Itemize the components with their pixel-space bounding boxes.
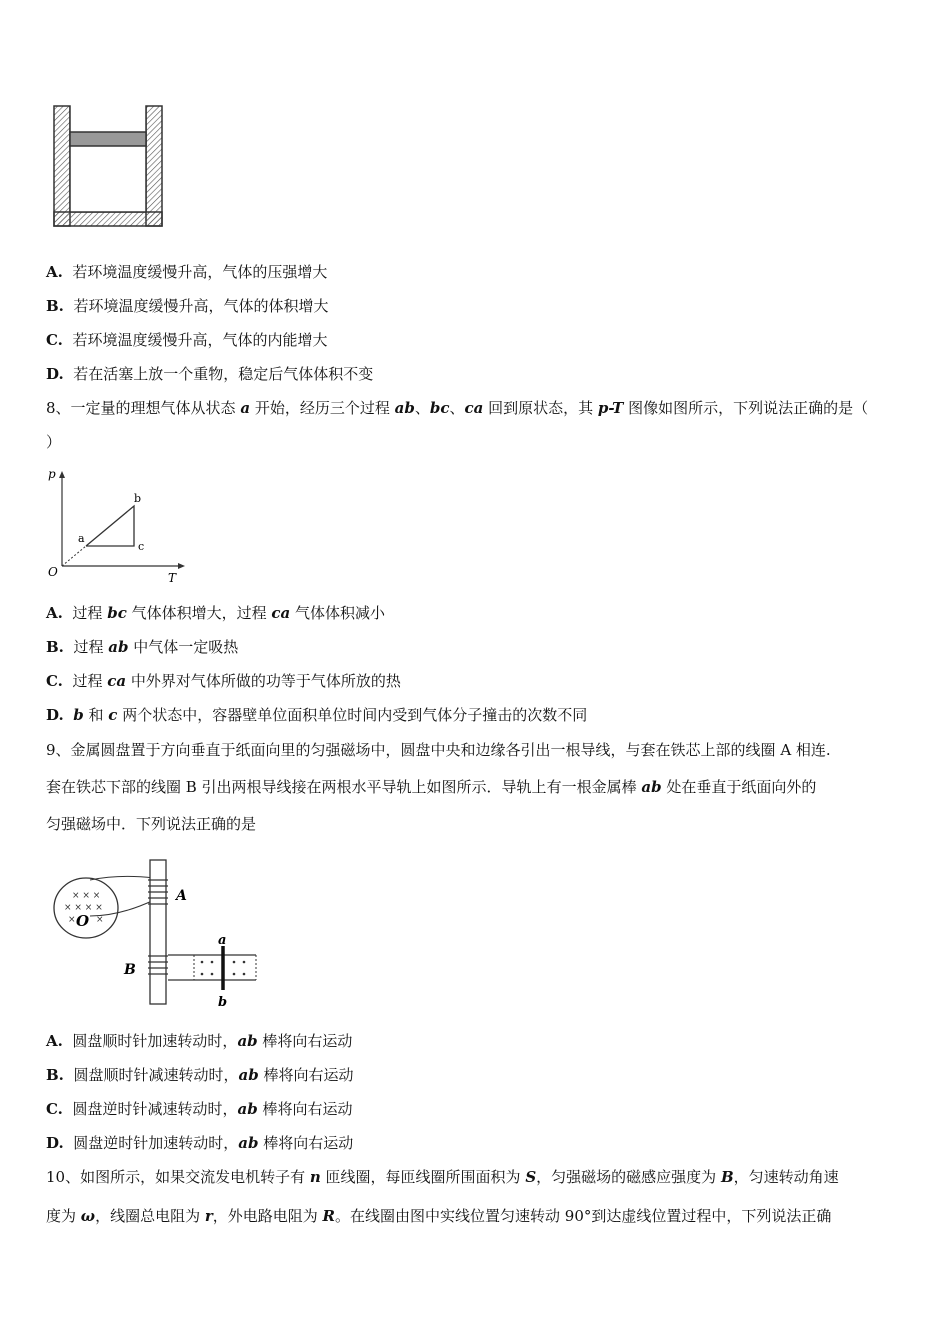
svg-text:× × × ×: × × × × <box>64 903 103 913</box>
q9-option-a[interactable]: A. 圆盘顺时针加速转动时，ab 棒将向右运动 <box>46 1032 353 1050</box>
rod-a-label: a <box>218 933 227 948</box>
q9-stem-line1: 9、金属圆盘置于方向垂直于纸面向里的匀强磁场中，圆盘中央和边缘各引出一根导线，与套在铁芯上部的线圈 A 相连. <box>46 741 831 759</box>
disk-center-label: O <box>76 912 90 930</box>
svg-text:×: × <box>96 915 104 925</box>
q8-option-b[interactable]: B. 过程 ab 中气体一定吸热 <box>46 638 239 656</box>
coil-b-label: B <box>124 962 136 978</box>
q8-stem-end: ） <box>46 433 62 451</box>
axis-label-p: p <box>48 467 56 481</box>
point-a-label: a <box>78 532 85 545</box>
q9-stem-line3: 匀强磁场中．下列说法正确的是 <box>46 815 257 833</box>
svg-text:×: × <box>68 915 76 925</box>
point-c-label: c <box>138 540 145 553</box>
piston <box>70 132 146 146</box>
rod-b-label: b <box>218 995 228 1010</box>
coil-a-label: A <box>176 888 187 904</box>
induction-figure <box>50 858 270 1010</box>
q10-stem-line1: 10、如图所示，如果交流发电机转子有 n 匝线圈，每匝线圈所围面积为 S，匀强磁场的磁感应强度为 B，匀速转动角速 <box>46 1168 839 1186</box>
q7-option-b[interactable]: B. 若环境温度缓慢升高，气体的体积增大 <box>46 297 329 315</box>
axis-label-t: T <box>168 571 177 585</box>
q7-option-a[interactable]: A. 若环境温度缓慢升高，气体的压强增大 <box>46 263 328 281</box>
q8-option-a[interactable]: A. 过程 bc 气体体积增大，过程 ca 气体体积减小 <box>46 604 386 622</box>
point-b-label: b <box>134 492 142 505</box>
q7-option-c[interactable]: C. 若环境温度缓慢升高，气体的内能增大 <box>46 331 328 349</box>
q8-option-d[interactable]: D. b 和 c 两个状态中，容器壁单位面积单位时间内受到气体分子撞击的次数不同 <box>46 706 588 724</box>
piston-cylinder-figure <box>50 102 170 230</box>
q9-option-b[interactable]: B. 圆盘顺时针减速转动时，ab 棒将向右运动 <box>46 1066 354 1084</box>
origin-label: O <box>48 565 58 579</box>
q8-option-c[interactable]: C. 过程 ca 中外界对气体所做的功等于气体所放的热 <box>46 672 401 690</box>
q10-stem-line2: 度为 ω，线圈总电阻为 r，外电路电阻为 R。在线圈由图中实线位置匀速转动 90°到达虚线位置过程中，下列说法正确 <box>46 1207 832 1225</box>
q9-option-d[interactable]: D. 圆盘逆时针加速转动时，ab 棒将向右运动 <box>46 1134 354 1152</box>
q9-option-c[interactable]: C. 圆盘逆时针减速转动时，ab 棒将向右运动 <box>46 1100 353 1118</box>
q8-stem: 8、一定量的理想气体从状态 a 开始，经历三个过程 ab、bc、ca 回到原状态，其 p-T 图像如图所示，下列说法正确的是（ <box>46 399 869 417</box>
q7-option-d[interactable]: D. 若在活塞上放一个重物，稳定后气体体积不变 <box>46 365 374 383</box>
svg-text:× × ×: × × × <box>72 891 101 901</box>
pt-graph-figure <box>40 466 190 586</box>
q9-stem-line2: 套在铁芯下部的线圈 B 引出两根导线接在两根水平导轨上如图所示．导轨上有一根金属棒 ab 处在垂直于纸面向外的 <box>46 778 817 796</box>
